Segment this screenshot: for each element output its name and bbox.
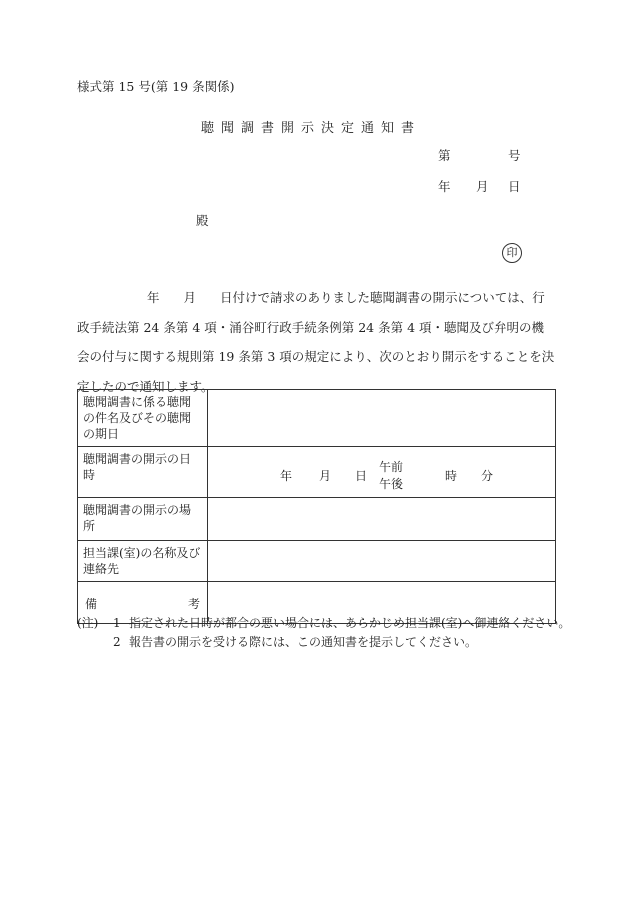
remarks-label-right: 考 xyxy=(187,597,200,611)
document-title: 聴聞調書開示決定通知書 xyxy=(201,121,422,136)
row-value-disclosure-datetime xyxy=(208,447,556,498)
notes xyxy=(77,614,570,652)
body-year: 年 xyxy=(147,290,160,305)
notes-prefix: (注) xyxy=(77,616,99,630)
disclosure-minute: 分 xyxy=(481,469,494,483)
row-value-hearing-subject xyxy=(208,390,556,447)
body-text: 日付けで請求のありました聴聞調書の開示については、行政手続法第 24 条第 4 項・涌谷町行政手続条例第 24 条第 4 項・聴聞及び弁明の機会の付与に関する規則第 19 条第 3 項の規定により、次のとおり開示をすることを決定したので通知します。 xyxy=(77,290,555,394)
table-row xyxy=(78,390,556,447)
disclosure-year: 年 xyxy=(280,469,293,483)
disclosure-hour: 時 xyxy=(445,469,458,483)
table-row xyxy=(78,498,556,541)
row-label-contact: 担当課(室)の名称及び連絡先 xyxy=(78,541,208,582)
date-day: 日 xyxy=(508,179,521,194)
info-table xyxy=(77,389,556,624)
remarks-label-left: 備 xyxy=(85,597,98,611)
row-label-disclosure-datetime: 聴聞調書の開示の日時 xyxy=(78,447,208,498)
row-value-contact xyxy=(208,541,556,582)
disclosure-pm: 午後 xyxy=(379,477,404,491)
form-number: 様式第 15 号(第 19 条関係) xyxy=(77,79,235,94)
disclosure-am: 午前 xyxy=(379,460,404,474)
date-year: 年 xyxy=(438,179,451,194)
note-number: 2 xyxy=(113,635,121,649)
table-row xyxy=(78,541,556,582)
row-value-disclosure-place xyxy=(208,498,556,541)
table-row xyxy=(78,447,556,498)
disclosure-month: 月 xyxy=(319,469,332,483)
note-number: 1 xyxy=(113,616,121,630)
note-item xyxy=(77,614,570,633)
body-paragraph xyxy=(77,283,555,401)
note-text: 報告書の開示を受ける際には、この通知書を提示してください。 xyxy=(129,635,478,649)
note-item xyxy=(77,633,570,652)
addressee-suffix: 殿 xyxy=(196,213,209,228)
seal-mark: 印 xyxy=(502,243,522,263)
note-text: 指定された日時が都合の悪い場合には、あらかじめ担当課(室)へ御連絡ください。 xyxy=(129,616,571,630)
body-month: 月 xyxy=(183,290,197,305)
disclosure-day: 日 xyxy=(355,469,368,483)
date-month: 月 xyxy=(476,179,489,194)
number-prefix: 第 xyxy=(438,148,451,163)
row-label-hearing-subject: 聴聞調書に係る聴聞の件名及びその聴聞の期日 xyxy=(78,390,208,447)
number-suffix: 号 xyxy=(508,148,521,163)
row-label-disclosure-place: 聴聞調書の開示の場所 xyxy=(78,498,208,541)
